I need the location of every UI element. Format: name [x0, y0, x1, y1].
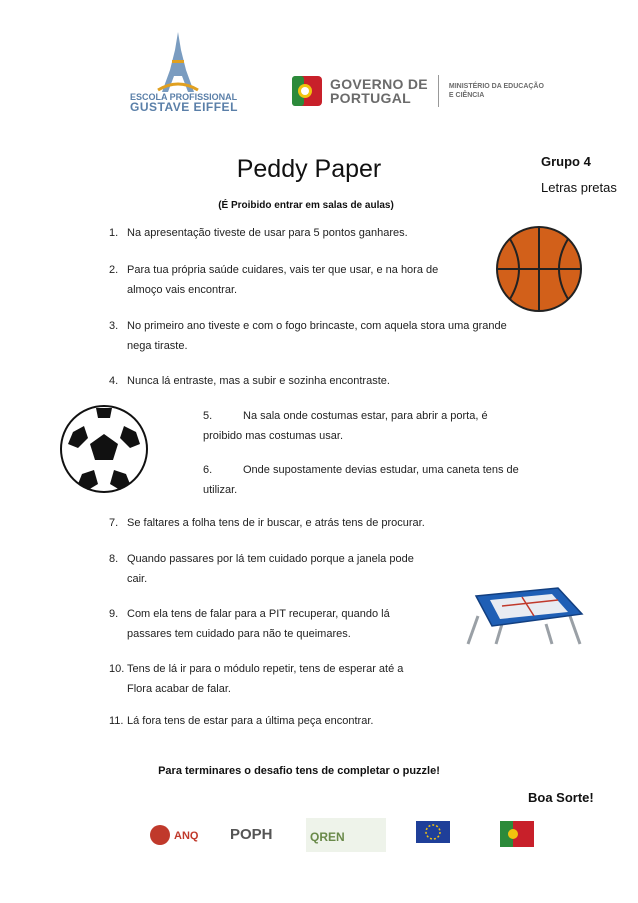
list-item-text: proibido mas costumas usar. — [203, 430, 344, 442]
trampoline-image — [462, 586, 586, 648]
list-item-text: Onde supostamente devias estudar, uma caneta tens de — [243, 464, 519, 476]
list-item-text: almoço vais encontrar. — [127, 284, 238, 296]
list-item-text: Lá fora tens de estar para a última peça encontrar. — [127, 715, 374, 727]
list-item-text: No primeiro ano tiveste e com o fogo brincaste, com aquela stora uma grande — [127, 320, 507, 332]
list-item-text: passares tem cuidado para não te queimares. — [127, 628, 351, 640]
footer-logos — [148, 815, 540, 855]
group-name: Letras pretas — [541, 180, 617, 195]
logo-divider — [438, 75, 439, 107]
list-item-text: utilizar. — [203, 484, 238, 496]
school-name: ESCOLA PROFISSIONAL GUSTAVE EIFFEL — [130, 92, 238, 114]
list-item-number: 1. — [109, 227, 119, 239]
list-item-text: Flora acabar de falar. — [127, 683, 231, 695]
list-item-number: 2. — [109, 264, 119, 276]
list-item-number: 9. — [109, 608, 119, 620]
list-item-text: Na sala onde costumas estar, para abrir a porta, é — [243, 410, 488, 422]
group-label: Grupo 4 — [541, 154, 591, 169]
qren-logo-text: QREN — [310, 830, 345, 844]
list-item-text: Se faltares a folha tens de ir buscar, e atrás tens de procurar. — [127, 517, 425, 529]
portugal-emblem-icon — [290, 74, 324, 108]
list-item-text: Nunca lá entraste, mas a subir e sozinha encontraste. — [127, 375, 390, 387]
final-instruction: Para terminares o desafio tens de completar o puzzle! — [158, 765, 440, 777]
list-item-text: Com ela tens de falar para a PIT recuperar, quando lá — [127, 608, 390, 620]
basketball-image — [494, 224, 584, 314]
poph-logo-text: POPH — [230, 826, 273, 843]
anq-logo-icon — [150, 825, 199, 845]
list-item-text: Quando passares por lá tem cuidado porque a janela pode — [127, 553, 414, 565]
soccer-ball-image — [58, 404, 150, 494]
list-item-number: 10. — [109, 663, 125, 675]
qren-logo-icon — [306, 818, 386, 852]
poph-logo-icon — [230, 826, 273, 843]
list-item-number: 5. — [203, 410, 213, 422]
list-item-number: 3. — [109, 320, 119, 332]
eu-flag-icon — [416, 821, 450, 843]
list-item-number: 8. — [109, 553, 119, 565]
government-logo: GOVERNO DE PORTUGAL MINISTÉRIO DA EDUCAÇÃO E CIÊNCIA — [290, 74, 544, 108]
portugal-flag-icon — [500, 821, 534, 847]
list-item-text: Na apresentação tiveste de usar para 5 pontos ganhares. — [127, 227, 408, 239]
list-item-text: nega tiraste. — [127, 340, 188, 352]
page-title: Peddy Paper — [236, 155, 382, 183]
list-item-text: Tens de lá ir para o módulo repetir, tens de esperar até a — [127, 663, 404, 675]
list-item-number: 6. — [203, 464, 213, 476]
anq-logo-text: ANQ — [174, 830, 199, 842]
list-item-text: cair. — [127, 573, 148, 585]
list-item-text: Para tua própria saúde cuidares, vais ter que usar, e na hora de — [127, 264, 439, 276]
list-item-number: 11. — [109, 715, 124, 727]
list-item-number: 4. — [109, 375, 119, 387]
list-item-number: 7. — [109, 517, 119, 529]
closing-text: Boa Sorte! — [528, 790, 594, 805]
subtitle: (É Proibido entrar em salas de aulas) — [218, 200, 394, 211]
